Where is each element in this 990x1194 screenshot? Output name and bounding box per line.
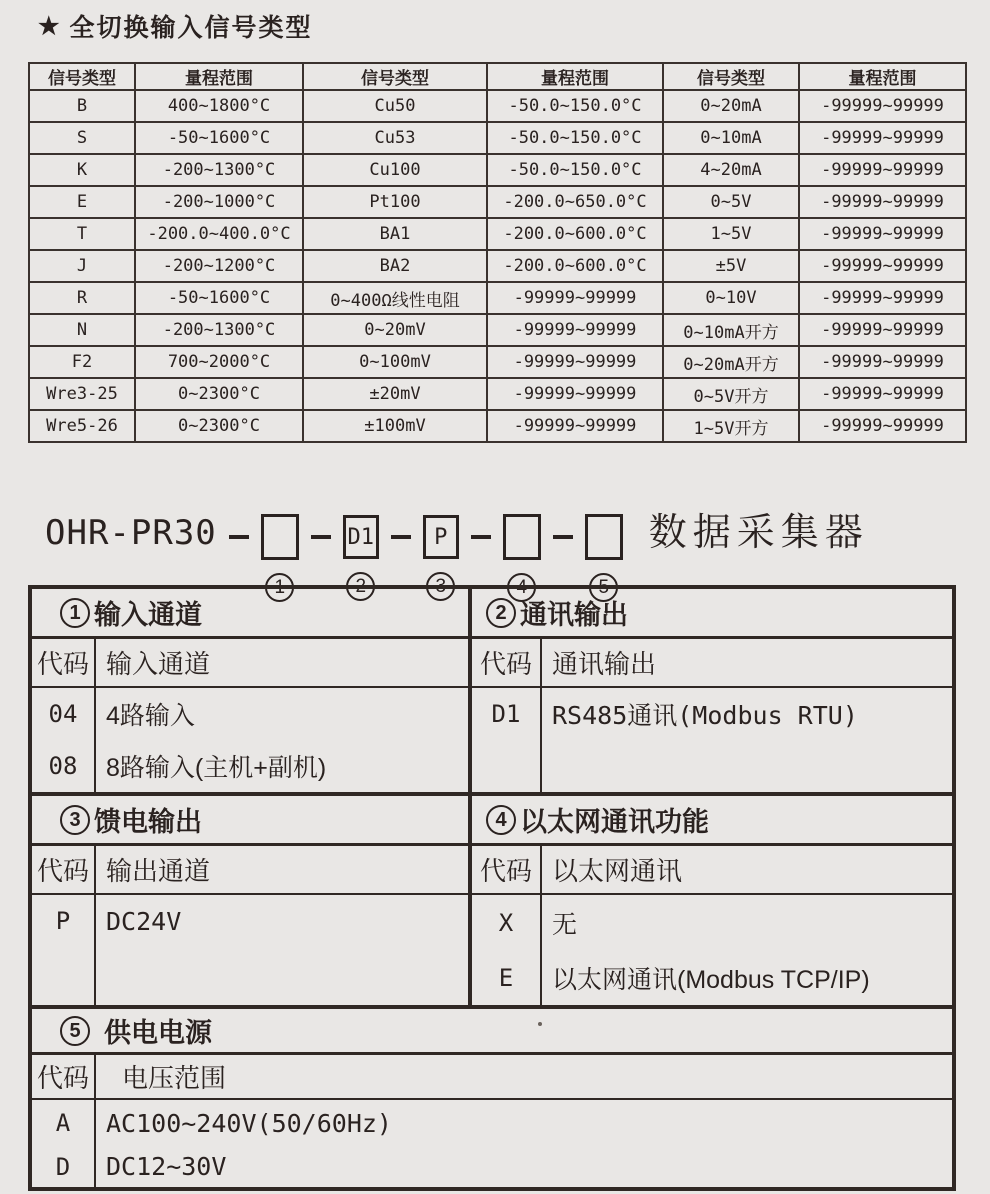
section-header-row: [472, 846, 952, 895]
range-cell: -99999~99999: [799, 410, 966, 442]
signal-type-cell: ±100mV: [303, 410, 487, 442]
circled-number-5: 5: [589, 573, 618, 602]
table-row: [29, 282, 966, 314]
page-title: [38, 8, 313, 44]
desc-cell: 以太网通讯(Modbus TCP/IP): [552, 966, 870, 994]
code-cell: A: [55, 1109, 71, 1137]
column-label: 电压范围: [122, 1063, 227, 1093]
signal-type-cell: BA2: [303, 250, 487, 282]
range-cell: -99999~99999: [799, 346, 966, 378]
circled-number-4: 4: [486, 805, 516, 835]
circled-number-1: 1: [265, 573, 294, 602]
model-prefix: OHR-PR30: [45, 513, 217, 553]
circled-number-2: 2: [346, 572, 375, 601]
section-title-text: 供电电源: [104, 1018, 212, 1048]
signal-type-cell: T: [29, 218, 135, 250]
code-label: 代码: [479, 649, 532, 679]
section-title-text: 馈电输出: [94, 807, 202, 837]
signal-type-cell: Wre3-25: [29, 378, 135, 410]
column-header: 量程范围: [799, 63, 966, 90]
circled-number-3: 3: [60, 805, 90, 835]
range-cell: -200~1300°C: [135, 154, 303, 186]
column-label: 输入通道: [106, 649, 211, 679]
section-header-row: [472, 639, 952, 688]
model-box-4: [503, 514, 541, 560]
range-cell: -99999~99999: [799, 378, 966, 410]
code-cell: 04: [48, 700, 78, 728]
range-cell: -200.0~650.0°C: [487, 186, 663, 218]
range-cell: -50~1600°C: [135, 122, 303, 154]
signal-type-cell: 0~5V: [663, 186, 799, 218]
code-label: 代码: [36, 649, 89, 679]
signal-type-cell: 0~20mA: [663, 90, 799, 122]
column-label: 输出通道: [106, 856, 211, 886]
range-cell: 0~2300°C: [135, 410, 303, 442]
section-title: [32, 796, 468, 846]
desc-cell: AC100~240V(50/60Hz): [106, 1108, 392, 1138]
signal-type-cell: Pt100: [303, 186, 487, 218]
table-row: [29, 410, 966, 442]
section-input-channels: [32, 589, 468, 792]
table-row: [32, 740, 468, 792]
table-row: [29, 186, 966, 218]
range-cell: -50.0~150.0°C: [487, 122, 663, 154]
section-title: [472, 589, 952, 639]
range-cell: -200.0~600.0°C: [487, 218, 663, 250]
signal-type-cell: Cu100: [303, 154, 487, 186]
circled-number-3: 3: [426, 572, 455, 601]
range-cell: -99999~99999: [487, 282, 663, 314]
signal-type-cell: Cu50: [303, 90, 487, 122]
range-cell: 400~1800°C: [135, 90, 303, 122]
signal-type-cell: J: [29, 250, 135, 282]
signal-type-cell: F2: [29, 346, 135, 378]
range-cell: -50.0~150.0°C: [487, 90, 663, 122]
code-cell: P: [55, 907, 71, 935]
model-box-1: [261, 514, 299, 560]
range-cell: -200~1300°C: [135, 314, 303, 346]
table-row: [29, 90, 966, 122]
column-label: 通讯输出: [552, 649, 657, 679]
section-power-output: [32, 796, 468, 1005]
range-cell: -200.0~400.0°C: [135, 218, 303, 250]
model-suffix: 数据采集器: [648, 512, 869, 554]
star-icon: ★: [38, 12, 60, 40]
dash: [553, 535, 573, 539]
table-row: [32, 1146, 952, 1187]
code-cell: E: [498, 964, 514, 992]
range-cell: -200~1000°C: [135, 186, 303, 218]
range-cell: 700~2000°C: [135, 346, 303, 378]
column-header: 信号类型: [303, 63, 487, 90]
range-cell: -99999~99999: [487, 314, 663, 346]
section-title-text: 以太网通讯功能: [520, 807, 709, 837]
signal-type-cell: R: [29, 282, 135, 314]
circled-number-2: 2: [486, 598, 516, 628]
circled-number-5: 5: [60, 1016, 90, 1046]
signal-type-cell: B: [29, 90, 135, 122]
signal-type-cell: 0~400Ω线性电阻: [303, 282, 487, 314]
range-cell: -99999~99999: [799, 154, 966, 186]
range-cell: 0~2300°C: [135, 378, 303, 410]
section-title: [472, 796, 952, 846]
desc-cell: 4路输入: [106, 702, 195, 730]
order-code-tables: [28, 585, 956, 1191]
dash: [471, 535, 491, 539]
range-cell: -99999~99999: [799, 122, 966, 154]
table-row: [32, 1100, 952, 1146]
range-cell: -99999~99999: [487, 410, 663, 442]
section-ethernet: [472, 796, 952, 1005]
signal-type-cell: E: [29, 186, 135, 218]
model-box-5: [585, 514, 623, 560]
table-row: [32, 688, 468, 740]
code-label: 代码: [36, 1063, 89, 1093]
section-title-text: 输入通道: [94, 600, 202, 630]
signal-type-cell: ±5V: [663, 250, 799, 282]
section-power-supply: [32, 1009, 952, 1187]
dash: [391, 535, 411, 539]
signal-type-cell: 0~10mA: [663, 122, 799, 154]
signal-type-cell: 0~20mV: [303, 314, 487, 346]
table-row: [472, 895, 952, 951]
table-row: [29, 154, 966, 186]
desc-cell: 无: [552, 911, 578, 939]
table-row: [29, 378, 966, 410]
column-label: 以太网通讯: [552, 856, 683, 886]
code-band-1: [32, 589, 952, 792]
range-cell: -200~1200°C: [135, 250, 303, 282]
range-cell: -99999~99999: [799, 250, 966, 282]
signal-type-cell: 0~10mA开方: [663, 314, 799, 346]
column-header: 量程范围: [487, 63, 663, 90]
section-header-row: [32, 639, 468, 688]
signal-type-cell: 0~10V: [663, 282, 799, 314]
signal-type-cell: 4~20mA: [663, 154, 799, 186]
column-header: 量程范围: [135, 63, 303, 90]
signal-range-table: [28, 62, 967, 443]
table-header-row: [29, 63, 966, 90]
signal-type-cell: 1~5V开方: [663, 410, 799, 442]
table-row: [29, 250, 966, 282]
range-cell: -50.0~150.0°C: [487, 154, 663, 186]
range-cell: -99999~99999: [487, 346, 663, 378]
signal-type-cell: 0~20mA开方: [663, 346, 799, 378]
print-speck: [538, 1022, 542, 1026]
code-band-3: [32, 1005, 952, 1187]
range-cell: -99999~99999: [799, 218, 966, 250]
code-cell: 08: [48, 752, 78, 780]
signal-type-cell: 0~100mV: [303, 346, 487, 378]
signal-type-cell: ±20mV: [303, 378, 487, 410]
signal-type-cell: Wre5-26: [29, 410, 135, 442]
range-cell: -99999~99999: [799, 314, 966, 346]
code-label: 代码: [479, 856, 532, 886]
range-cell: -99999~99999: [799, 90, 966, 122]
signal-type-cell: S: [29, 122, 135, 154]
table-row: [29, 218, 966, 250]
signal-type-cell: Cu53: [303, 122, 487, 154]
desc-cell: DC24V: [106, 906, 182, 936]
code-cell: D1: [491, 700, 521, 728]
dash: [311, 535, 331, 539]
column-header: 信号类型: [663, 63, 799, 90]
circled-number-4: 4: [507, 573, 536, 602]
range-cell: -50~1600°C: [135, 282, 303, 314]
code-band-2: [32, 792, 952, 1005]
model-box-2: D1: [343, 515, 379, 559]
table-row: [29, 314, 966, 346]
section-header-row: [32, 846, 468, 895]
section-title-text: 通讯输出: [520, 600, 628, 630]
circled-number-1: 1: [60, 598, 90, 628]
desc-cell: 8路输入(主机+副机): [106, 754, 327, 782]
section-title: [32, 1009, 952, 1055]
range-cell: -200.0~600.0°C: [487, 250, 663, 282]
code-cell: D: [55, 1152, 71, 1181]
dash: [229, 535, 249, 539]
code-label: 代码: [36, 856, 89, 886]
page-title-text: 全切换输入信号类型: [69, 14, 313, 42]
signal-type-cell: 1~5V: [663, 218, 799, 250]
signal-type-cell: BA1: [303, 218, 487, 250]
signal-type-cell: K: [29, 154, 135, 186]
table-row: [29, 346, 966, 378]
signal-type-cell: 0~5V开方: [663, 378, 799, 410]
signal-type-cell: N: [29, 314, 135, 346]
range-cell: -99999~99999: [487, 378, 663, 410]
model-box-3: P: [423, 515, 459, 559]
range-cell: -99999~99999: [799, 186, 966, 218]
section-title: [32, 589, 468, 639]
range-cell: -99999~99999: [799, 282, 966, 314]
table-row: [29, 122, 966, 154]
desc-cell: DC12~30V: [106, 1152, 227, 1181]
section-comm-output: [472, 589, 952, 792]
desc-cell: RS485通讯(Modbus RTU): [552, 701, 858, 730]
code-cell: X: [498, 909, 514, 937]
table-row: [32, 895, 468, 947]
column-header: 信号类型: [29, 63, 135, 90]
section-header-row: [32, 1055, 952, 1100]
table-row: [472, 688, 952, 740]
table-row: [472, 951, 952, 1005]
